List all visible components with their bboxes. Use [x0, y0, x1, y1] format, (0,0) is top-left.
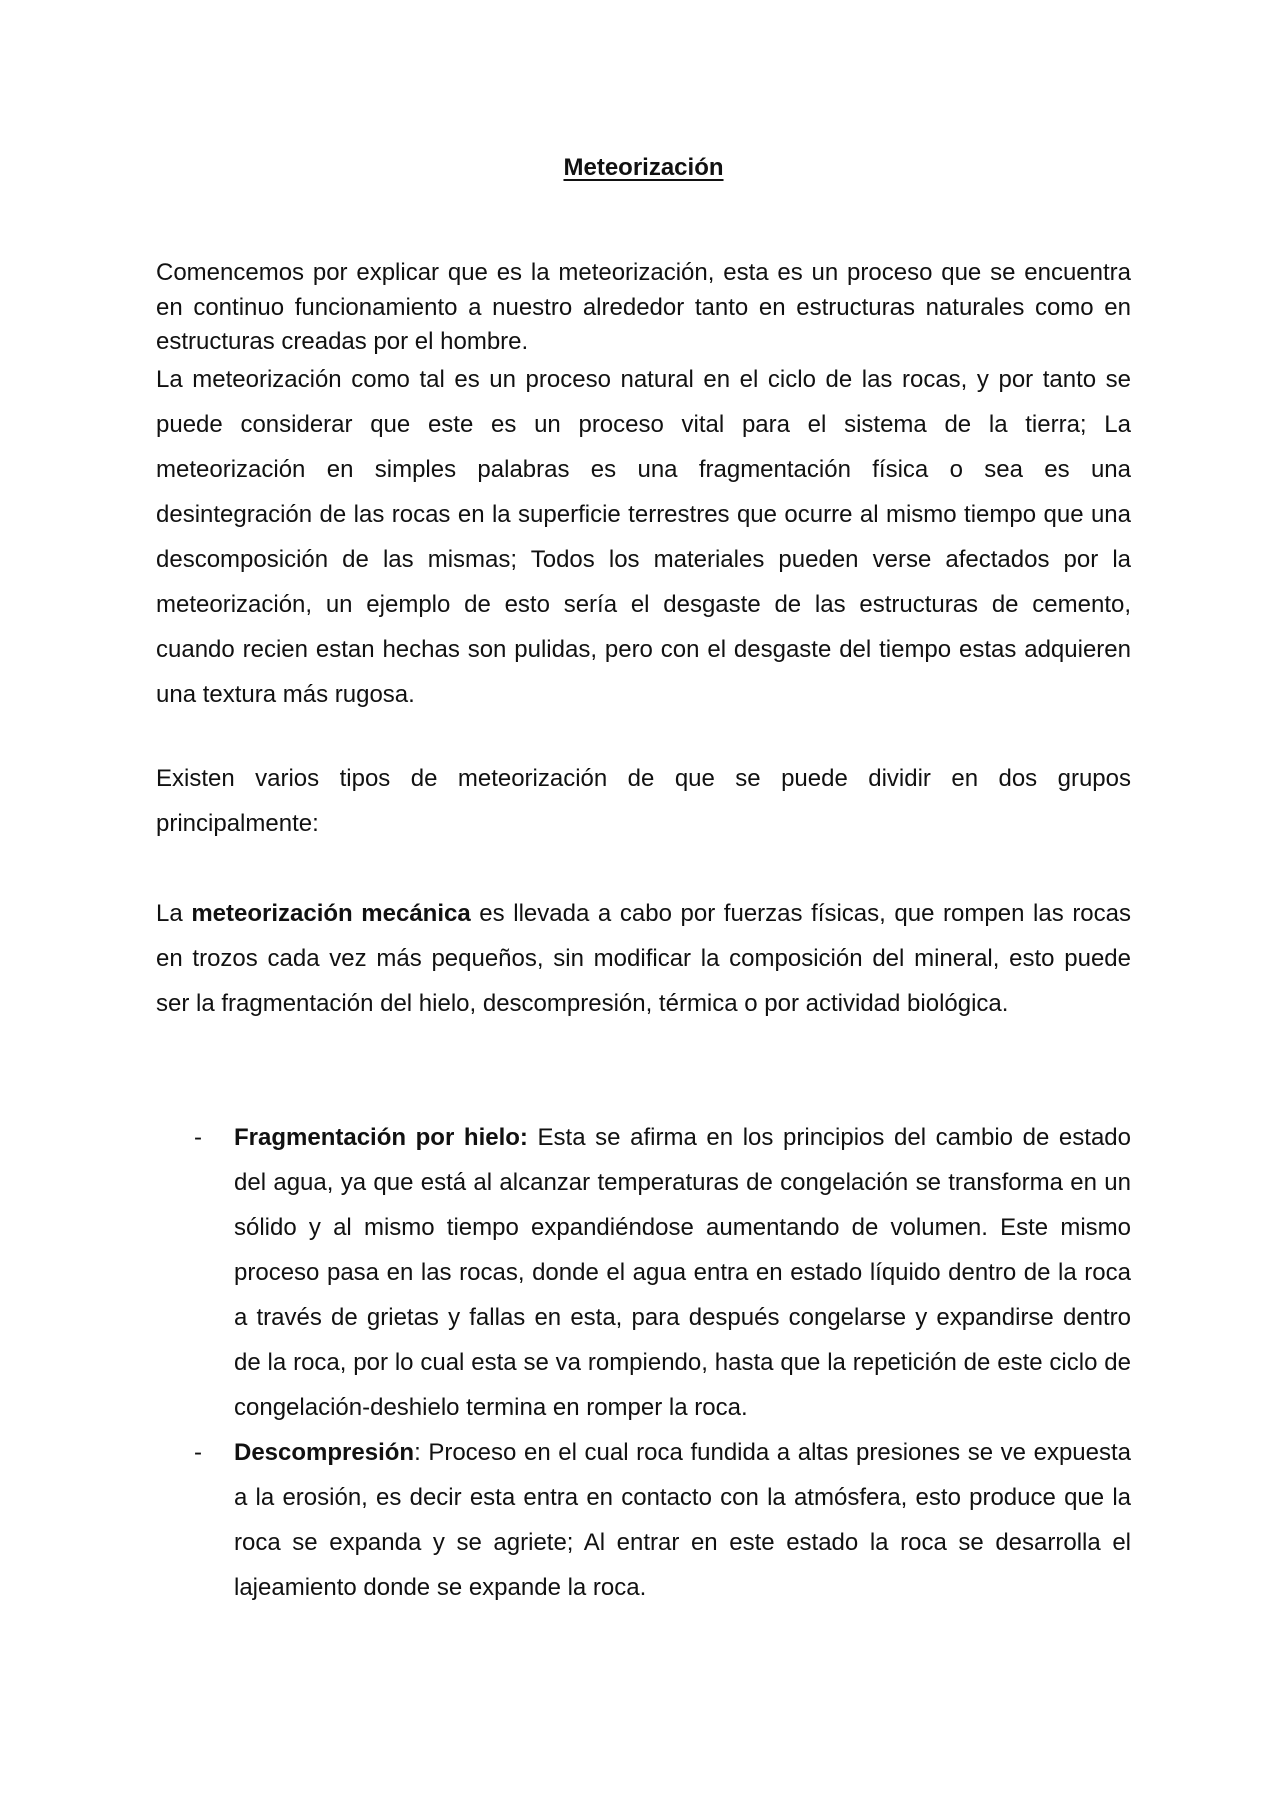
bullet-term: Descompresión: [234, 1439, 415, 1466]
paragraph-intro: Comencemos por explicar que es la meteorización, esta es un proceso que se encuentra en continuo funcionamiento a nuestro alrededor tanto en estructuras naturales como en estructuras creadas por el hombre.: [156, 259, 1131, 355]
bullet-text: Esta se afirma en los principios del cambio de estado del agua, ya que está al alcanzar temperaturas de congelación se transforma en un sólido y al mismo tiempo expandiéndose aumentando de volumen. Este mismo proceso pasa en las rocas, donde el agua entra en estado líquido dentro de la roca a través de grietas y fallas en esta, para después congelarse y expandirse dentro de la roca, por lo cual esta se va rompiendo, hasta que la repetición de este ciclo de congelación-deshielo termina en romper la roca.: [234, 1124, 1131, 1421]
bullet-text: : Proceso en el cual roca fundida a altas presiones se ve expuesta a la erosión, es decir esta entra en contacto con la atmósfera, esto produce que la roca se expanda y se agriete; Al entrar en este estado la roca se desarrolla el lajeamiento donde se expande la roca.: [234, 1439, 1131, 1601]
list-item: [156, 1430, 1131, 1610]
paragraph-mechanical: [156, 891, 1131, 1026]
paragraph-mechanical-text: es llevada a cabo por fuerzas físicas, que rompen las rocas en trozos cada vez más pequeños, sin modificar la composición del mineral, esto puede ser la fragmentación del hielo, descompresión, térmica o por actividad biológica.: [156, 900, 1132, 1017]
paragraph-mechanical-term: meteorización mecánica: [191, 900, 471, 927]
paragraph-types: Existen varios tipos de meteorización de que se puede dividir en dos grupos principalmente:: [156, 765, 1131, 837]
bullet-marker: -: [194, 1124, 202, 1151]
list-item: [156, 1115, 1131, 1430]
paragraph-definition: La meteorización como tal es un proceso natural en el ciclo de las rocas, y por tanto se puede considerar que este es un proceso vital para el sistema de la tierra; La meteorización en simples palabras es una fragmentación física o sea es una desintegración de las rocas en la superficie terrestres que ocurre al mismo tiempo que una descomposición de las mismas; Todos los materiales pueden verse afectados por la meteorización, un ejemplo de esto sería el desgaste de las estructuras de cemento, cuando recien estan hechas son pulidas, pero con el desgaste del tiempo estas adquieren una textura más rugosa.: [156, 366, 1131, 708]
paragraph-mechanical-prefix: La: [156, 900, 192, 927]
bullet-marker: -: [194, 1439, 202, 1466]
bullet-term: Fragmentación por hielo:: [234, 1124, 528, 1151]
bullet-list: [156, 1115, 1131, 1610]
document-title: Meteorización: [563, 154, 724, 181]
